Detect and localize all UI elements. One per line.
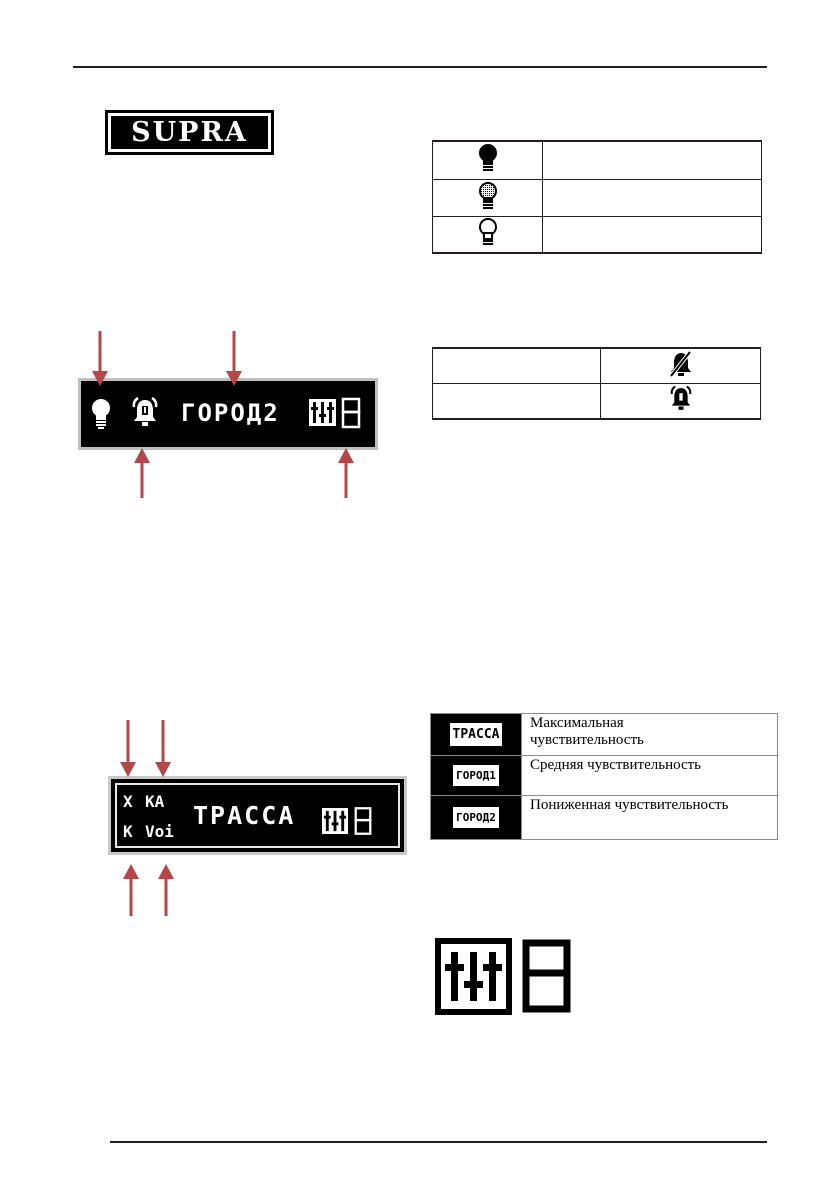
arrow-equalizer	[336, 448, 356, 498]
bell-ringing-icon	[667, 384, 695, 414]
band-ka-label: KA	[145, 792, 165, 811]
alert-label-cell	[433, 383, 601, 419]
sensitivity-row	[431, 796, 778, 840]
brightness-row	[433, 141, 762, 179]
arrow-band-x	[118, 720, 138, 778]
sensitivity-description	[522, 796, 778, 840]
brightness-row	[433, 179, 762, 216]
bell-muted-icon	[668, 350, 694, 378]
sensitivity-row	[431, 756, 778, 796]
band-k-label: K	[123, 822, 133, 841]
top-rule	[73, 66, 767, 68]
bulb-outline-icon	[477, 217, 499, 247]
description-line: Пониженная чувствительность	[530, 797, 729, 813]
sensitivity-description	[522, 756, 778, 796]
alert-icon-cell	[601, 348, 761, 383]
arrow-bulb	[90, 331, 110, 387]
alert-icon-cell	[601, 383, 761, 419]
alert-row	[433, 348, 761, 383]
seven-segment-digit-large	[518, 938, 575, 1016]
brightness-icon-cell	[433, 179, 543, 216]
mode-badge-cell	[431, 756, 522, 796]
brightness-icon-cell	[433, 216, 543, 253]
arrow-band-voi	[156, 864, 176, 916]
description-line: чувствительность	[530, 732, 644, 748]
sensitivity-table	[430, 713, 778, 840]
equalizer-large-icon	[435, 938, 512, 1015]
seven-segment-digit	[340, 397, 362, 429]
equalizer-icon	[309, 399, 336, 426]
alert-row	[433, 383, 761, 419]
bell-ringing-icon	[129, 395, 161, 431]
equalizer-icon	[322, 808, 348, 834]
mode-text: ГОРОД2	[181, 399, 280, 427]
seven-segment-digit	[353, 806, 373, 836]
display-highway-mode	[108, 776, 407, 855]
display-city-mode	[78, 378, 378, 450]
sensitivity-row	[431, 714, 778, 756]
arrow-mode	[224, 331, 244, 387]
brightness-legend-table	[432, 140, 762, 254]
bulb-icon	[90, 397, 112, 431]
sensitivity-description	[522, 714, 778, 756]
description-line: Максимальная	[530, 715, 624, 731]
arrow-band-ka	[153, 720, 173, 778]
brightness-label-cell	[543, 141, 762, 179]
bulb-filled-icon	[477, 143, 499, 173]
arrow-band-k	[121, 864, 141, 916]
brightness-row	[433, 216, 762, 253]
band-x-label: X	[123, 792, 133, 811]
alert-label-cell	[433, 348, 601, 383]
logo-text: SUPRA	[131, 117, 248, 148]
description-line: Средняя чувствительность	[530, 757, 702, 773]
alert-legend-table	[432, 347, 761, 420]
bottom-rule	[110, 1141, 767, 1143]
brightness-label-cell	[543, 179, 762, 216]
bulb-dotted-icon	[477, 181, 499, 211]
mode-badge: ГОРОД2	[453, 807, 499, 828]
supra-logo	[105, 110, 274, 155]
mode-text: ТРАССА	[193, 801, 296, 830]
band-voi-label: Voi	[145, 822, 174, 841]
brightness-icon-cell	[433, 141, 543, 179]
brightness-label-cell	[543, 216, 762, 253]
mode-badge-cell	[431, 714, 522, 756]
arrow-bell	[132, 448, 152, 498]
mode-badge: ГОРОД1	[453, 765, 499, 786]
mode-badge-cell	[431, 796, 522, 840]
mode-badge: ТРАССА	[450, 723, 503, 746]
